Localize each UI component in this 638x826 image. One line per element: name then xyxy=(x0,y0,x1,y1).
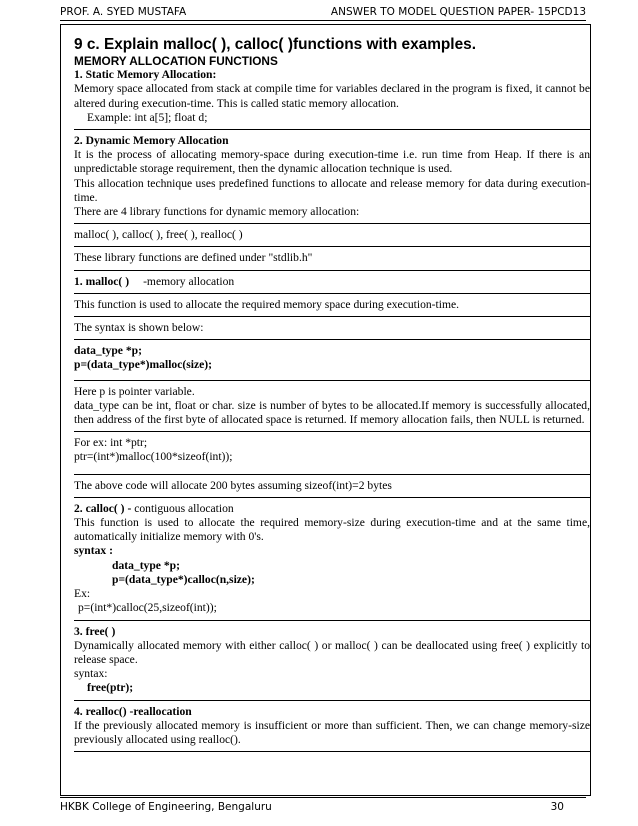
dynamic-text-3: There are 4 library functions for dynamic memory allocation: xyxy=(74,205,360,219)
malloc-note-2: data_type can be int, float or char. size is number of bytes to be allocated.If memory is successfully allocated, then address of the first byte of allocated space is returned. If memory allocation fails, then NULL is returned. xyxy=(74,398,590,427)
header-author: PROF. A. SYED MUSTAFA xyxy=(60,6,187,18)
malloc-note-1: Here p is pointer variable. xyxy=(74,384,195,398)
dynamic-defined: These library functions are defined under "stdlib.h" xyxy=(74,251,313,265)
free-syntax-line: free(ptr); xyxy=(87,681,134,695)
divider xyxy=(74,270,590,271)
page-footer xyxy=(60,801,586,813)
calloc-syntax-line-1: data_type *p; xyxy=(112,558,180,572)
calloc-subtitle: contiguous allocation xyxy=(134,501,234,515)
divider xyxy=(74,380,590,381)
malloc-syntax-line-1: data_type *p; xyxy=(74,344,142,358)
calloc-example-line: p=(int*)calloc(25,sizeof(int)); xyxy=(78,601,217,615)
footer-rule xyxy=(60,797,586,798)
static-heading: 1. Static Memory Allocation: xyxy=(74,68,217,82)
static-text: Memory space allocated from stack at compile time for variables declared in the program is fixed, it cannot be altered during execution-time. This is called static memory allocation. xyxy=(74,82,590,110)
divider xyxy=(74,246,590,247)
calloc-desc: This function is used to allocate the required memory-size during execution-time and at the same time, automatically initialize memory with 0's. xyxy=(74,516,590,544)
malloc-syntax-line-2: p=(data_type*)malloc(size); xyxy=(74,358,212,372)
divider xyxy=(74,223,590,224)
malloc-desc: This function is used to allocate the required memory space during execution-time. xyxy=(74,297,460,311)
page-content xyxy=(74,36,590,756)
dynamic-text-2: This allocation technique uses predefined functions to allocate and release memory for data during execution-time. xyxy=(74,176,590,204)
calloc-syntax-line-2: p=(data_type*)calloc(n,size); xyxy=(112,572,255,586)
divider xyxy=(74,700,590,701)
dynamic-text-1: It is the process of allocating memory-space during execution-time i.e. run time from Heap. If there is an unpredictable storage requirement, then the dynamic allocation technique is used. xyxy=(74,148,590,176)
dynamic-functions: malloc( ), calloc( ), free( ), realloc( ) xyxy=(74,228,243,242)
calloc-heading-line xyxy=(74,502,590,516)
realloc-desc: If the previously allocated memory is insufficient or more than sufficient. Then, we can change memory-size previously allocated using realloc(). xyxy=(74,718,590,746)
realloc-heading: 4. realloc() -reallocation xyxy=(74,704,192,718)
free-heading: 3. free( ) xyxy=(74,624,116,638)
header-doc-title: ANSWER TO MODEL QUESTION PAPER- 15PCD13 xyxy=(330,6,586,18)
divider xyxy=(74,293,590,294)
footer-institution: HKBK College of Engineering, Bengaluru xyxy=(60,801,272,813)
free-syntax-label: syntax: xyxy=(74,667,108,681)
page-number: 30 xyxy=(550,801,564,813)
malloc-heading: 1. malloc( ) xyxy=(74,274,130,288)
malloc-subtitle: -memory allocation xyxy=(143,274,235,288)
divider xyxy=(74,339,590,340)
divider xyxy=(74,751,590,752)
divider xyxy=(74,129,590,130)
malloc-example-line-1: For ex: int *ptr; xyxy=(74,436,148,450)
divider xyxy=(74,431,590,432)
divider xyxy=(74,316,590,317)
calloc-syntax-label: syntax : xyxy=(74,544,113,558)
page-header xyxy=(60,6,586,18)
calloc-example-label: Ex: xyxy=(74,587,91,601)
divider xyxy=(74,620,590,621)
dynamic-heading: 2. Dynamic Memory Allocation xyxy=(74,134,229,148)
free-desc: Dynamically allocated memory with either calloc( ) or malloc( ) can be deallocated using free( ) explicitly to release space. xyxy=(74,638,590,666)
divider xyxy=(74,474,590,475)
header-rule xyxy=(60,20,586,21)
divider xyxy=(74,497,590,498)
malloc-example-note: The above code will allocate 200 bytes assuming sizeof(int)=2 bytes xyxy=(74,478,392,492)
malloc-syntax-intro: The syntax is shown below: xyxy=(74,321,204,335)
malloc-heading-line xyxy=(74,275,590,289)
calloc-heading: 2. calloc( ) - xyxy=(74,501,135,515)
static-example: Example: int a[5]; float d; xyxy=(87,110,208,124)
malloc-example-line-2: ptr=(int*)malloc(100*sizeof(int)); xyxy=(74,450,233,464)
section-title: MEMORY ALLOCATION FUNCTIONS xyxy=(74,54,278,68)
question-title: 9 c. Explain malloc( ), calloc( )functions with examples. xyxy=(74,36,476,53)
